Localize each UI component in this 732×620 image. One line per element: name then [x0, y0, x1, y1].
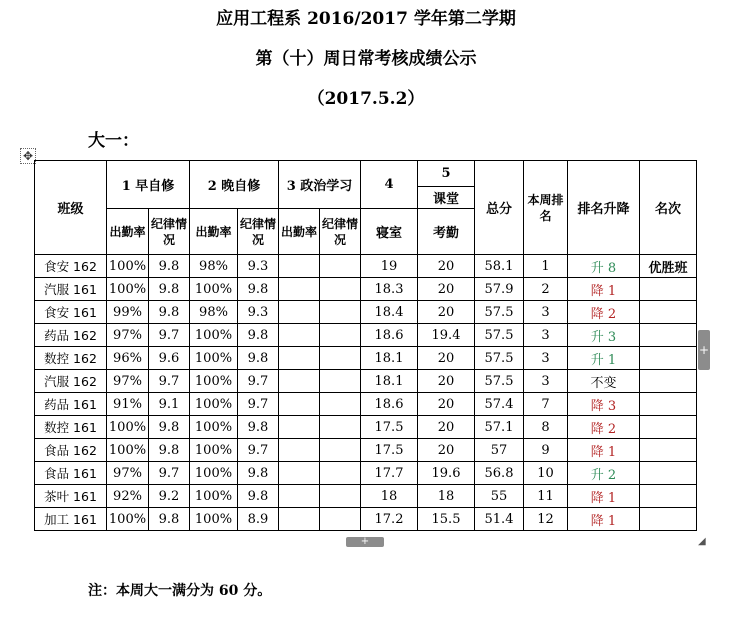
document-title: 应用工程系 2016/2017 学年第二学期 — [216, 9, 516, 29]
cell-dorm: 17.7 — [361, 462, 418, 485]
table-row — [35, 301, 697, 324]
cell-morning-discipline: 9.8 — [149, 508, 190, 531]
cell-class: 药品 162 — [35, 324, 107, 347]
cell-evening-discipline: 9.7 — [238, 393, 279, 416]
cell-evening-attendance: 100% — [190, 278, 238, 301]
cell-political-discipline — [320, 393, 361, 416]
cell-evening-discipline: 9.8 — [238, 462, 279, 485]
cell-class: 食品 161 — [35, 462, 107, 485]
table-row — [35, 462, 697, 485]
cell-evening-attendance: 100% — [190, 462, 238, 485]
cell-evening-attendance: 98% — [190, 301, 238, 324]
cell-political-discipline — [320, 508, 361, 531]
cell-political-attendance — [279, 439, 320, 462]
cell-total: 57.5 — [475, 347, 524, 370]
cell-rank-change: 降 1 — [568, 278, 640, 301]
cell-morning-discipline: 9.7 — [149, 462, 190, 485]
header-title: 名次 — [640, 161, 697, 255]
cell-political-discipline — [320, 439, 361, 462]
cell-total: 57.5 — [475, 324, 524, 347]
cell-rank-change: 降 1 — [568, 439, 640, 462]
cell-dorm: 18.1 — [361, 370, 418, 393]
cell-dorm: 17.5 — [361, 416, 418, 439]
header-rank: 本周排名 — [524, 161, 568, 255]
table-row — [35, 370, 697, 393]
cell-rank-change: 升 1 — [568, 347, 640, 370]
cell-morning-discipline: 9.6 — [149, 347, 190, 370]
table-row — [35, 255, 697, 278]
cell-evening-attendance: 100% — [190, 370, 238, 393]
add-column-plus-icon[interactable]: + — [698, 330, 710, 370]
cell-class: 食安 161 — [35, 301, 107, 324]
cell-title — [640, 347, 697, 370]
cell-check: 20 — [418, 301, 475, 324]
header-check: 考勤 — [418, 209, 475, 255]
cell-total: 57.4 — [475, 393, 524, 416]
cell-morning-attendance: 100% — [107, 255, 149, 278]
cell-total: 57.9 — [475, 278, 524, 301]
cell-check: 20 — [418, 393, 475, 416]
cell-morning-attendance: 100% — [107, 508, 149, 531]
cell-title — [640, 393, 697, 416]
cell-political-attendance — [279, 485, 320, 508]
header-class-number: 5 — [418, 161, 475, 187]
cell-title — [640, 439, 697, 462]
cell-total: 57.1 — [475, 416, 524, 439]
cell-title — [640, 278, 697, 301]
cell-evening-attendance: 100% — [190, 393, 238, 416]
table-row — [35, 278, 697, 301]
cell-political-discipline — [320, 485, 361, 508]
table-resize-icon[interactable]: ◢ — [698, 536, 706, 547]
cell-morning-attendance: 100% — [107, 416, 149, 439]
score-table — [34, 160, 697, 531]
document-date: （2017.5.2） — [307, 89, 425, 109]
cell-rank: 11 — [524, 485, 568, 508]
header-rank-change: 排名升降 — [568, 161, 640, 255]
cell-rank: 3 — [524, 347, 568, 370]
header-morning-discipline: 纪律情况 — [149, 209, 190, 255]
cell-political-attendance — [279, 462, 320, 485]
cell-evening-discipline: 9.8 — [238, 347, 279, 370]
cell-evening-attendance: 100% — [190, 439, 238, 462]
cell-morning-discipline: 9.1 — [149, 393, 190, 416]
cell-rank-change: 降 1 — [568, 485, 640, 508]
cell-total: 57 — [475, 439, 524, 462]
cell-political-discipline — [320, 370, 361, 393]
cell-morning-discipline: 9.2 — [149, 485, 190, 508]
cell-morning-attendance: 91% — [107, 393, 149, 416]
cell-evening-attendance: 100% — [190, 508, 238, 531]
cell-title — [640, 301, 697, 324]
cell-morning-discipline: 9.8 — [149, 416, 190, 439]
cell-total: 56.8 — [475, 462, 524, 485]
header-evening-study: 2 晚自修 — [190, 161, 279, 209]
cell-political-discipline — [320, 255, 361, 278]
cell-political-attendance — [279, 416, 320, 439]
cell-check: 20 — [418, 347, 475, 370]
cell-morning-attendance: 99% — [107, 301, 149, 324]
cell-rank: 3 — [524, 370, 568, 393]
cell-dorm: 18.1 — [361, 347, 418, 370]
document-subtitle: 第（十）周日常考核成绩公示 — [255, 49, 477, 69]
cell-check: 20 — [418, 370, 475, 393]
cell-class: 食安 162 — [35, 255, 107, 278]
cell-class: 汽服 162 — [35, 370, 107, 393]
header-morning-study: 1 早自修 — [107, 161, 190, 209]
cell-rank: 12 — [524, 508, 568, 531]
cell-total: 58.1 — [475, 255, 524, 278]
cell-rank-change: 升 2 — [568, 462, 640, 485]
cell-check: 18 — [418, 485, 475, 508]
cell-rank: 7 — [524, 393, 568, 416]
cell-dorm: 18.6 — [361, 393, 418, 416]
cell-evening-discipline: 8.9 — [238, 508, 279, 531]
cell-title — [640, 462, 697, 485]
cell-political-attendance — [279, 324, 320, 347]
cell-morning-attendance: 100% — [107, 278, 149, 301]
cell-dorm: 18.3 — [361, 278, 418, 301]
cell-class: 药品 161 — [35, 393, 107, 416]
cell-political-discipline — [320, 278, 361, 301]
cell-political-discipline — [320, 347, 361, 370]
cell-rank: 3 — [524, 301, 568, 324]
cell-dorm: 18.4 — [361, 301, 418, 324]
cell-total: 51.4 — [475, 508, 524, 531]
cell-morning-discipline: 9.7 — [149, 370, 190, 393]
header-total: 总分 — [475, 161, 524, 255]
cell-title — [640, 416, 697, 439]
header-political-discipline: 纪律情况 — [320, 209, 361, 255]
header-evening-discipline: 纪律情况 — [238, 209, 279, 255]
cell-class: 数控 162 — [35, 347, 107, 370]
cell-rank: 1 — [524, 255, 568, 278]
cell-evening-attendance: 100% — [190, 324, 238, 347]
cell-evening-discipline: 9.8 — [238, 416, 279, 439]
cell-political-discipline — [320, 462, 361, 485]
cell-political-discipline — [320, 301, 361, 324]
cell-total: 57.5 — [475, 301, 524, 324]
cell-dorm: 18 — [361, 485, 418, 508]
table-row — [35, 393, 697, 416]
cell-check: 19.4 — [418, 324, 475, 347]
cell-political-discipline — [320, 416, 361, 439]
table-row — [35, 485, 697, 508]
cell-rank-change: 升 8 — [568, 255, 640, 278]
cell-morning-attendance: 96% — [107, 347, 149, 370]
cell-evening-attendance: 100% — [190, 485, 238, 508]
table-row — [35, 439, 697, 462]
cell-evening-attendance: 100% — [190, 416, 238, 439]
cell-title — [640, 370, 697, 393]
cell-evening-attendance: 98% — [190, 255, 238, 278]
header-political-attendance: 出勤率 — [279, 209, 320, 255]
cell-class: 食品 162 — [35, 439, 107, 462]
cell-evening-discipline: 9.8 — [238, 278, 279, 301]
cell-rank-change: 降 2 — [568, 301, 640, 324]
cell-morning-discipline: 9.8 — [149, 255, 190, 278]
cell-evening-discipline: 9.8 — [238, 485, 279, 508]
cell-rank-change: 不变 — [568, 370, 640, 393]
cell-rank-change: 降 3 — [568, 393, 640, 416]
cell-class: 汽服 161 — [35, 278, 107, 301]
cell-rank: 9 — [524, 439, 568, 462]
cell-class: 茶叶 161 — [35, 485, 107, 508]
cell-evening-discipline: 9.3 — [238, 301, 279, 324]
cell-check: 20 — [418, 416, 475, 439]
section-title: 大一： — [88, 131, 139, 151]
cell-check: 20 — [418, 255, 475, 278]
cell-title — [640, 324, 697, 347]
cell-morning-attendance: 97% — [107, 324, 149, 347]
header-evening-attendance: 出勤率 — [190, 209, 238, 255]
add-row-plus-icon[interactable]: + — [346, 537, 384, 547]
table-row — [35, 347, 697, 370]
cell-dorm: 17.2 — [361, 508, 418, 531]
cell-title: 优胜班 — [640, 255, 697, 278]
table-move-icon[interactable]: ✥ — [20, 148, 36, 164]
header-dorm: 寝室 — [361, 209, 418, 255]
cell-morning-discipline: 9.8 — [149, 439, 190, 462]
cell-rank-change: 降 1 — [568, 508, 640, 531]
cell-political-attendance — [279, 370, 320, 393]
cell-title — [640, 485, 697, 508]
header-class: 班级 — [35, 161, 107, 255]
cell-political-attendance — [279, 508, 320, 531]
header-morning-attendance: 出勤率 — [107, 209, 149, 255]
cell-class: 加工 161 — [35, 508, 107, 531]
cell-morning-discipline: 9.8 — [149, 301, 190, 324]
cell-morning-attendance: 97% — [107, 462, 149, 485]
cell-evening-discipline: 9.3 — [238, 255, 279, 278]
table-row — [35, 508, 697, 531]
cell-check: 20 — [418, 439, 475, 462]
cell-political-attendance — [279, 255, 320, 278]
cell-check: 19.6 — [418, 462, 475, 485]
cell-political-attendance — [279, 278, 320, 301]
header-dorm-number: 4 — [361, 161, 418, 209]
cell-political-discipline — [320, 324, 361, 347]
cell-evening-discipline: 9.8 — [238, 324, 279, 347]
cell-check: 15.5 — [418, 508, 475, 531]
cell-evening-discipline: 9.7 — [238, 439, 279, 462]
cell-political-attendance — [279, 347, 320, 370]
cell-rank: 3 — [524, 324, 568, 347]
cell-dorm: 18.6 — [361, 324, 418, 347]
cell-evening-attendance: 100% — [190, 347, 238, 370]
cell-check: 20 — [418, 278, 475, 301]
cell-dorm: 17.5 — [361, 439, 418, 462]
cell-rank: 8 — [524, 416, 568, 439]
cell-rank: 2 — [524, 278, 568, 301]
table-row — [35, 324, 697, 347]
header-classroom: 课堂 — [418, 187, 475, 209]
cell-evening-discipline: 9.7 — [238, 370, 279, 393]
cell-rank-change: 升 3 — [568, 324, 640, 347]
header-political-study: 3 政治学习 — [279, 161, 361, 209]
cell-morning-discipline: 9.8 — [149, 278, 190, 301]
cell-title — [640, 508, 697, 531]
cell-rank-change: 降 2 — [568, 416, 640, 439]
cell-total: 55 — [475, 485, 524, 508]
cell-political-attendance — [279, 301, 320, 324]
cell-morning-attendance: 100% — [107, 439, 149, 462]
cell-class: 数控 161 — [35, 416, 107, 439]
footnote: 注：本周大一满分为 60 分。 — [88, 583, 272, 599]
cell-morning-attendance: 92% — [107, 485, 149, 508]
cell-political-attendance — [279, 393, 320, 416]
table-row — [35, 416, 697, 439]
cell-rank: 10 — [524, 462, 568, 485]
cell-morning-attendance: 97% — [107, 370, 149, 393]
cell-dorm: 19 — [361, 255, 418, 278]
cell-morning-discipline: 9.7 — [149, 324, 190, 347]
cell-total: 57.5 — [475, 370, 524, 393]
